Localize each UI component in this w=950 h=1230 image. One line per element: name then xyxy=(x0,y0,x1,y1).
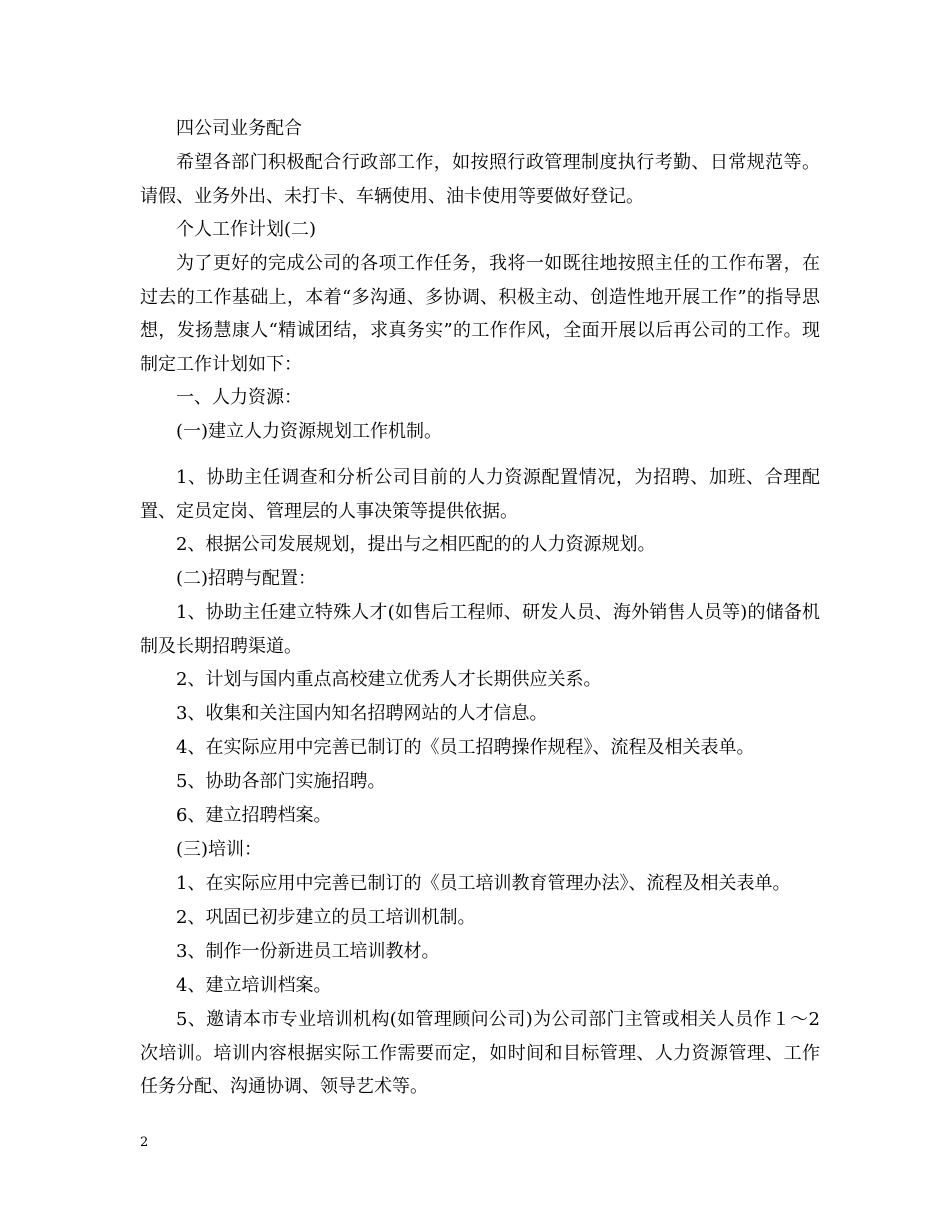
list-item-training-mechanism: 2、巩固已初步建立的员工培训机制。 xyxy=(176,907,476,928)
paragraph-plan-intro: 为了更好的完成公司的各项工作任务，我将一如既往地按照主任的工作布署，在过去的工作基础上，本着“多沟通、多协调、积极主动、创造性地开展工作”的指导思想，发扬慧康人“精诚团结，求真务实”的工作作风，全面开展以后再公司的工作。现制定工作计划如下： xyxy=(140,253,820,375)
list-item-external-training: 5、邀请本市专业培训机构(如管理顾问公司)为公司部门主管或相关人员作１～2次培训。培训内容根据实际工作需要而定，如时间和目标管理、人力资源管理、工作任务分配、沟通协调、领导艺术等。 xyxy=(140,1009,820,1098)
list-item-hr-analysis: 1、协助主任调查和分析公司目前的人力资源配置情况，为招聘、加班、合理配置、定员定岗、管理层的人事决策等提供依据。 xyxy=(140,467,820,522)
section-heading-business-cooperation: 四公司业务配合 xyxy=(176,118,302,139)
subheading-hr-planning: (一)建立人力资源规划工作机制。 xyxy=(176,421,443,442)
section-heading-human-resources: 一、人力资源： xyxy=(176,387,302,408)
section-heading-work-plan-2: 个人工作计划(二) xyxy=(176,219,317,240)
list-item-recruitment-websites: 3、收集和关注国内知名招聘网站的人才信息。 xyxy=(176,703,548,724)
subheading-recruitment: (二)招聘与配置： xyxy=(176,568,317,589)
list-item-special-talent: 1、协助主任建立特殊人才(如售后工程师、研发人员、海外销售人员等)的储备机制及长期招聘渠道。 xyxy=(140,602,820,657)
paragraph-department-cooperation: 希望各部门积极配合行政部工作，如按照行政管理制度执行考勤、日常规范等。请假、业务外出、未打卡、车辆使用、油卡使用等要做好登记。 xyxy=(140,152,820,207)
list-item-recruitment-archive: 6、建立招聘档案。 xyxy=(176,805,332,826)
list-item-hr-plan: 2、根据公司发展规划，提出与之相匹配的的人力资源规划。 xyxy=(176,534,656,555)
list-item-training-rules: 1、在实际应用中完善已制订的《员工培训教育管理办法》、流程及相关表单。 xyxy=(176,873,791,894)
list-item-recruitment-procedures: 4、在实际应用中完善已制订的《员工招聘操作规程》、流程及相关表单。 xyxy=(176,737,755,758)
list-item-training-materials: 3、制作一份新进员工培训教材。 xyxy=(176,941,440,962)
subheading-training: (三)培训： xyxy=(176,839,263,860)
page-number: 2 xyxy=(140,1135,149,1150)
list-item-training-archive: 4、建立培训档案。 xyxy=(176,975,332,996)
list-item-university-supply: 2、计划与国内重点高校建立优秀人才长期供应关系。 xyxy=(176,669,602,690)
list-item-assist-recruitment: 5、协助各部门实施招聘。 xyxy=(176,771,386,792)
